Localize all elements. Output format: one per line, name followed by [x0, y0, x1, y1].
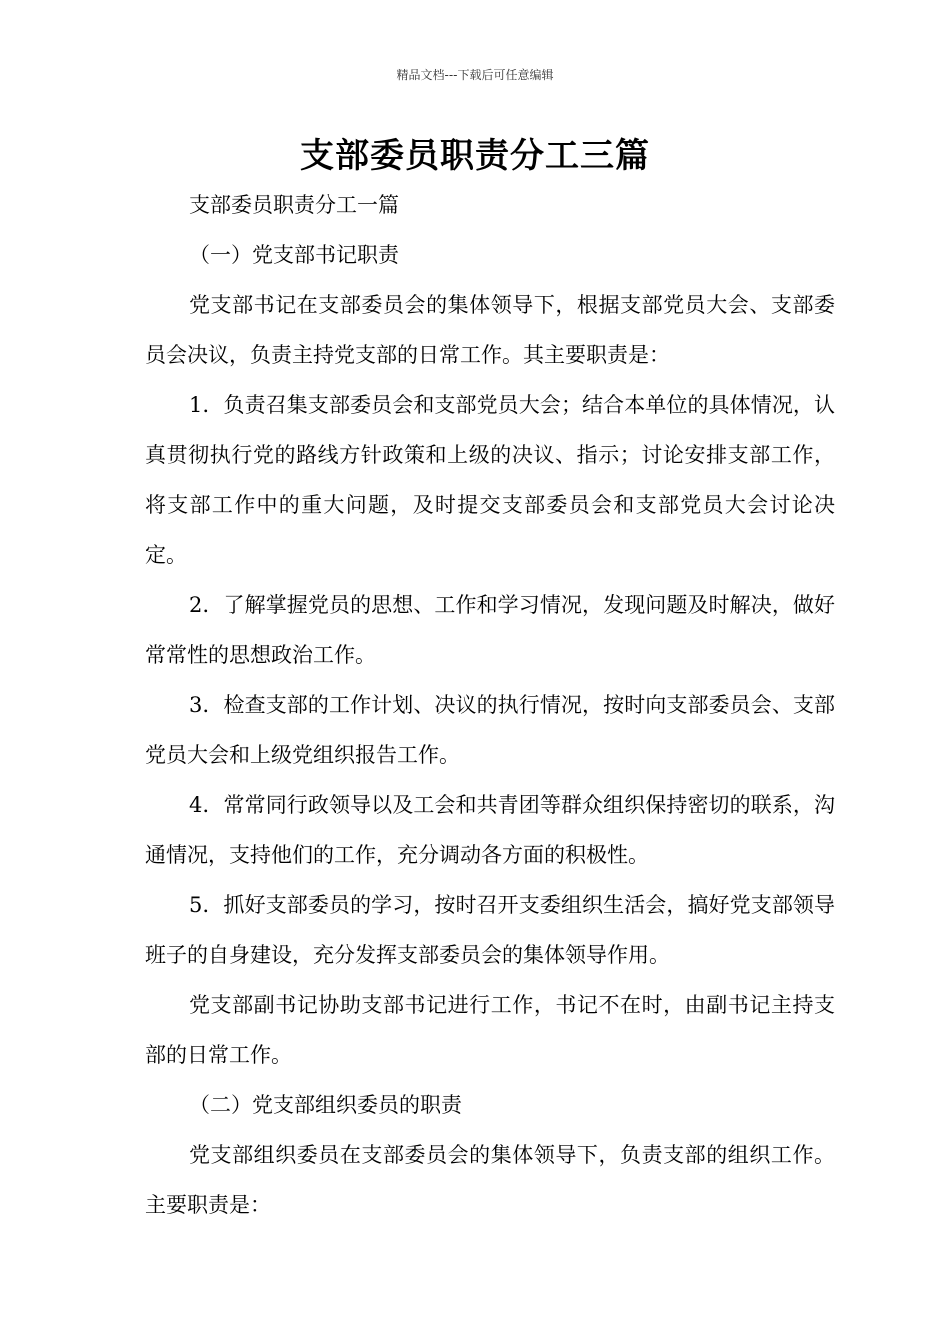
document-title: 支部委员职责分工三篇 — [300, 136, 650, 176]
document-body — [145, 180, 835, 1230]
subsection-heading: （二）党支部组织委员的职责 — [189, 1093, 462, 1117]
list-item: 3．检查支部的工作计划、决议的执行情况，按时向支部委员会、支部党员大会和上级党组织报告工作。 — [145, 693, 835, 767]
subsection-heading: （一）党支部书记职责 — [189, 243, 399, 267]
list-item: 5．抓好支部委员的学习，按时召开支委组织生活会，搞好党支部领导班子的自身建设，充分发挥支部委员会的集体领导作用。 — [145, 893, 835, 967]
section-heading: 支部委员职责分工一篇 — [189, 193, 399, 217]
paragraph: 党支部书记在支部委员会的集体领导下，根据支部党员大会、支部委员会决议，负责主持党支部的日常工作。其主要职责是： — [145, 293, 835, 367]
list-item: 1．负责召集支部委员会和支部党员大会；结合本单位的具体情况，认真贯彻执行党的路线方针政策和上级的决议、指示；讨论安排支部工作，将支部工作中的重大问题，及时提交支部委员会和支部党员大会讨论决定。 — [145, 393, 835, 567]
header-watermark: 精品文档---下载后可任意编辑 — [396, 68, 554, 82]
list-item: 4．常常同行政领导以及工会和共青团等群众组织保持密切的联系，沟通情况，支持他们的工作，充分调动各方面的积极性。 — [145, 793, 835, 867]
list-item: 2．了解掌握党员的思想、工作和学习情况，发现问题及时解决，做好常常性的思想政治工作。 — [145, 593, 835, 667]
paragraph: 党支部组织委员在支部委员会的集体领导下，负责支部的组织工作。主要职责是： — [145, 1143, 835, 1217]
paragraph: 党支部副书记协助支部书记进行工作，书记不在时，由副书记主持支部的日常工作。 — [145, 993, 835, 1067]
